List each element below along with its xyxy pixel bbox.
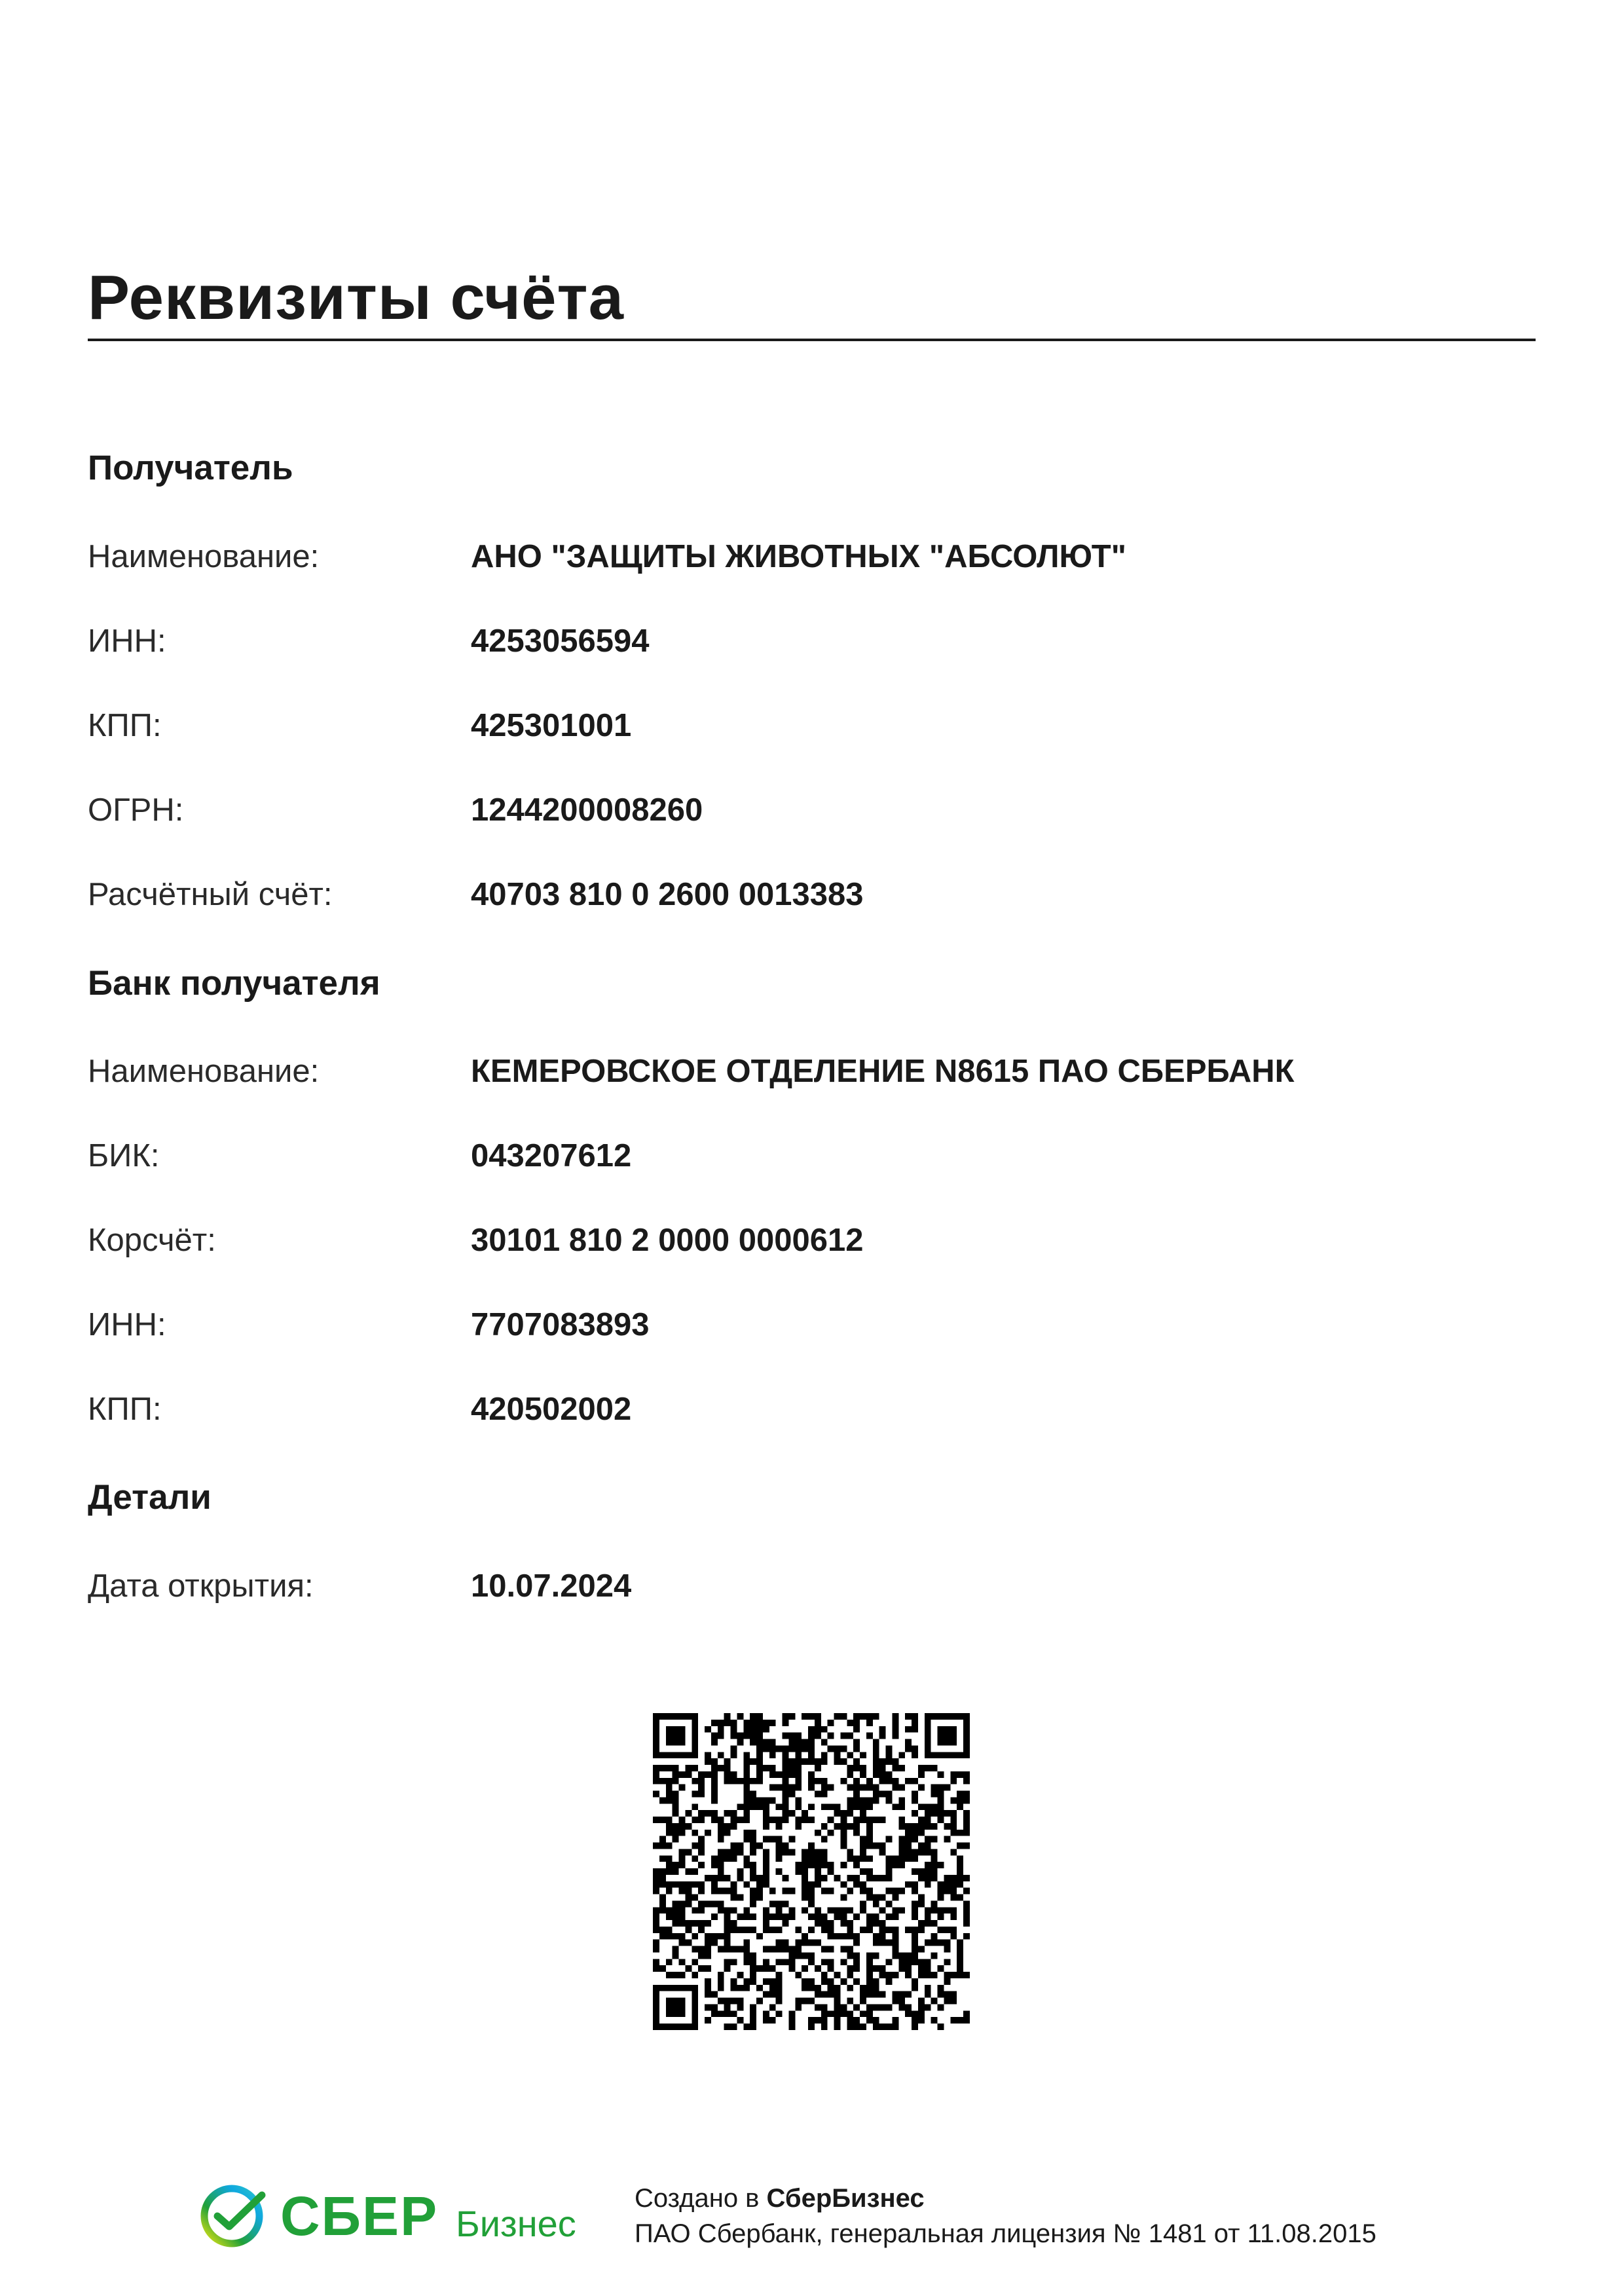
qr-code-graphic <box>653 1713 970 2030</box>
open-date-value: 10.07.2024 <box>471 1568 632 1604</box>
footer-credits <box>635 2181 1376 2251</box>
sber-logo-icon <box>198 2179 270 2251</box>
bank-kpp-value: 420502002 <box>471 1392 632 1427</box>
recipient-inn-value: 4253056594 <box>471 623 650 659</box>
recipient-account-value: 40703 810 0 2600 0013383 <box>471 877 864 912</box>
recipient-ogrn-label: ОГРН: <box>88 792 184 828</box>
logo-wordmark: СБЕР <box>280 2185 439 2247</box>
recipient-ogrn-value: 1244200008260 <box>471 792 703 828</box>
bank-name-label: Наименование: <box>88 1054 320 1089</box>
sber-logo <box>198 2179 591 2251</box>
logo-subtitle: Бизнес <box>456 2203 576 2244</box>
recipient-kpp-label: КПП: <box>88 708 162 743</box>
title-divider <box>88 339 1536 341</box>
bank-name-value: КЕМЕРОВСКОЕ ОТДЕЛЕНИЕ N8615 ПАО СБЕРБАНК <box>471 1054 1295 1089</box>
section-recipient-heading: Получатель <box>88 449 293 487</box>
footer-created-prefix: Создано в <box>635 2184 767 2213</box>
bank-inn-label: ИНН: <box>88 1307 166 1342</box>
open-date-label: Дата открытия: <box>88 1568 314 1604</box>
recipient-kpp-value: 425301001 <box>471 708 632 743</box>
page-title: Реквизиты счёта <box>88 263 624 333</box>
bank-bik-value: 043207612 <box>471 1138 632 1174</box>
footer-license: ПАО Сбербанк, генеральная лицензия № 1481 от 11.08.2015 <box>635 2219 1376 2248</box>
section-details-heading: Детали <box>88 1478 212 1517</box>
recipient-account-label: Расчётный счёт: <box>88 877 333 912</box>
bank-kpp-label: КПП: <box>88 1392 162 1427</box>
footer-created-brand: СберБизнес <box>766 2184 925 2213</box>
bank-inn-value: 7707083893 <box>471 1307 650 1342</box>
bank-corr-account-value: 30101 810 2 0000 0000612 <box>471 1223 864 1258</box>
recipient-name-value: АНО "ЗАЩИТЫ ЖИВОТНЫХ "АБСОЛЮТ" <box>471 539 1126 574</box>
recipient-inn-label: ИНН: <box>88 623 166 659</box>
bank-bik-label: БИК: <box>88 1138 160 1174</box>
recipient-name-label: Наименование: <box>88 539 320 574</box>
section-bank-heading: Банк получателя <box>88 964 380 1003</box>
footer-created-line <box>635 2181 1376 2216</box>
bank-corr-account-label: Корсчёт: <box>88 1223 216 1258</box>
qr-code-icon <box>653 1713 970 2030</box>
